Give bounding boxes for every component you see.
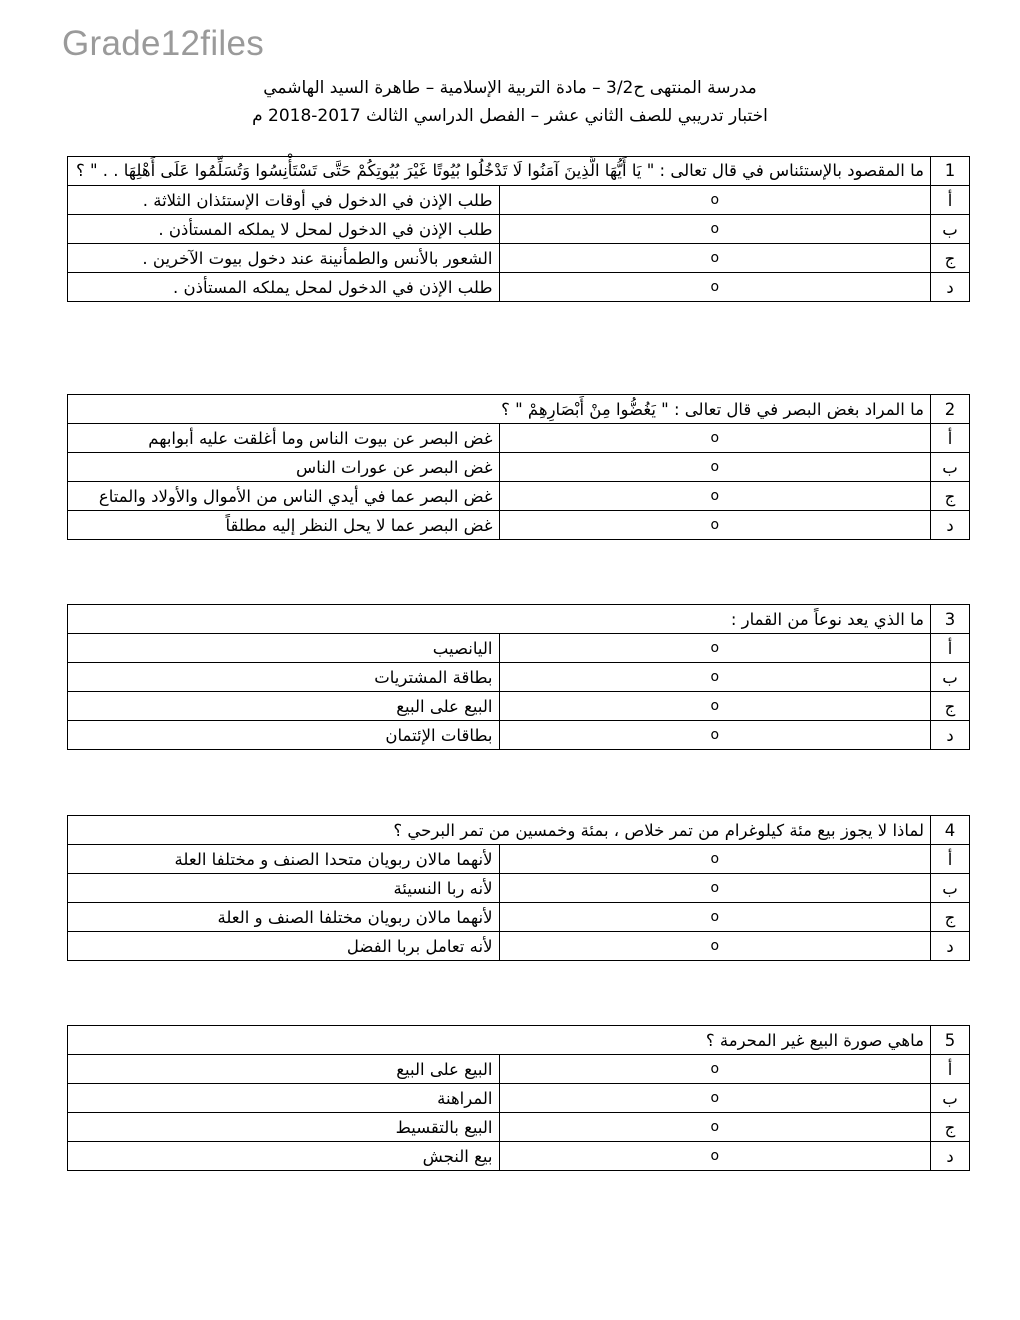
radio-bullet[interactable]: o — [499, 424, 931, 453]
option-row[interactable] — [68, 453, 970, 482]
option-row[interactable] — [68, 215, 970, 244]
option-row[interactable] — [68, 186, 970, 215]
option-row[interactable] — [68, 874, 970, 903]
option-text: البيع على البيع — [68, 692, 500, 721]
question-table — [67, 815, 970, 961]
option-text: بطاقات الإئتمان — [68, 721, 500, 750]
question-table — [67, 1025, 970, 1171]
radio-bullet[interactable]: o — [499, 634, 931, 663]
option-letter: أ — [931, 845, 970, 874]
question-text: ما المراد بغض البصر في قال تعالى : " يَغُضُّوا مِنْ أَبْصَارِهِمْ " ؟ — [68, 395, 931, 424]
option-text: لأنهما مالان ربويان متحدا الصنف و مختلفا العلة — [68, 845, 500, 874]
option-row[interactable] — [68, 244, 970, 273]
option-letter: د — [931, 1142, 970, 1171]
option-text: لأنه ربا النسيئة — [68, 874, 500, 903]
radio-bullet[interactable]: o — [499, 692, 931, 721]
option-row[interactable] — [68, 273, 970, 302]
question-row — [68, 395, 970, 424]
option-text: البيع على البيع — [68, 1055, 500, 1084]
option-text: اليانصيب — [68, 634, 500, 663]
option-letter: أ — [931, 186, 970, 215]
option-row[interactable] — [68, 932, 970, 961]
radio-bullet[interactable]: o — [499, 932, 931, 961]
option-letter: ج — [931, 903, 970, 932]
question-number: 4 — [931, 816, 970, 845]
radio-bullet[interactable]: o — [499, 244, 931, 273]
option-letter: ج — [931, 482, 970, 511]
option-text: لأنه تعامل بربا الفضل — [68, 932, 500, 961]
question-number: 5 — [931, 1026, 970, 1055]
option-letter: أ — [931, 634, 970, 663]
question-row — [68, 816, 970, 845]
option-text: غض البصر عما لا يحل النظر إليه مطلقاً — [68, 511, 500, 540]
radio-bullet[interactable]: o — [499, 721, 931, 750]
question-row — [68, 1026, 970, 1055]
option-letter: ج — [931, 1113, 970, 1142]
option-row[interactable] — [68, 1055, 970, 1084]
question-row — [68, 157, 970, 186]
option-row[interactable] — [68, 692, 970, 721]
option-letter: ب — [931, 874, 970, 903]
option-text: غض البصر عما في أيدي الناس من الأموال والأولاد والمتاع — [68, 482, 500, 511]
option-row[interactable] — [68, 845, 970, 874]
question-text: ماهي صورة البيع غير المحرمة ؟ — [68, 1026, 931, 1055]
option-text: لأنهما مالان ربويان مختلفا الصنف و العلة — [68, 903, 500, 932]
option-row[interactable] — [68, 634, 970, 663]
question-table — [67, 156, 970, 302]
radio-bullet[interactable]: o — [499, 903, 931, 932]
radio-bullet[interactable]: o — [499, 845, 931, 874]
radio-bullet[interactable]: o — [499, 273, 931, 302]
radio-bullet[interactable]: o — [499, 1055, 931, 1084]
option-row[interactable] — [68, 1084, 970, 1113]
option-text: طلب الإذن في الدخول في أوقات الإستئذان الثلاثة . — [68, 186, 500, 215]
option-row[interactable] — [68, 663, 970, 692]
option-row[interactable] — [68, 903, 970, 932]
option-row[interactable] — [68, 1113, 970, 1142]
option-letter: أ — [931, 424, 970, 453]
option-text: طلب الإذن في الدخول لمحل يملكه المستأذن . — [68, 273, 500, 302]
option-text: بيع النجش — [68, 1142, 500, 1171]
option-row[interactable] — [68, 511, 970, 540]
option-text: الشعور بالأنس والطمأنينة عند دخول بيوت الآخرين . — [68, 244, 500, 273]
option-text: بطاقة المشتريات — [68, 663, 500, 692]
question-text: لماذا لا يجوز بيع مئة كيلوغرام من تمر خلاص ، بمئة وخمسين من تمر البرحي ؟ — [68, 816, 931, 845]
question-number: 2 — [931, 395, 970, 424]
radio-bullet[interactable]: o — [499, 453, 931, 482]
option-text: البيع بالتقسيط — [68, 1113, 500, 1142]
option-letter: ب — [931, 1084, 970, 1113]
radio-bullet[interactable]: o — [499, 1113, 931, 1142]
option-letter: د — [931, 721, 970, 750]
option-letter: ب — [931, 663, 970, 692]
option-letter: أ — [931, 1055, 970, 1084]
option-letter: ج — [931, 244, 970, 273]
radio-bullet[interactable]: o — [499, 511, 931, 540]
header-school-line: مدرسة المنتهى ح3/2 – مادة التربية الإسلامية – طاهرة السيد الهاشمي — [263, 78, 757, 98]
question-text: ما الذي يعد نوعاً من القمار : — [68, 605, 931, 634]
option-letter: ب — [931, 453, 970, 482]
radio-bullet[interactable]: o — [499, 1142, 931, 1171]
option-row[interactable] — [68, 482, 970, 511]
option-row[interactable] — [68, 424, 970, 453]
option-text: المراهنة — [68, 1084, 500, 1113]
radio-bullet[interactable]: o — [499, 186, 931, 215]
option-letter: د — [931, 273, 970, 302]
option-letter: د — [931, 932, 970, 961]
option-row[interactable] — [68, 721, 970, 750]
radio-bullet[interactable]: o — [499, 874, 931, 903]
question-number: 1 — [931, 157, 970, 186]
option-letter: ب — [931, 215, 970, 244]
option-text: غض البصر عن عورات الناس — [68, 453, 500, 482]
header-exam-line: اختبار تدريبي للصف الثاني عشر – الفصل الدراسي الثالث 2017-2018 م — [252, 106, 768, 126]
option-text: طلب الإذن في الدخول لمحل لا يملكه المستأذن . — [68, 215, 500, 244]
question-table — [67, 604, 970, 750]
radio-bullet[interactable]: o — [499, 663, 931, 692]
option-letter: د — [931, 511, 970, 540]
radio-bullet[interactable]: o — [499, 215, 931, 244]
option-letter: ج — [931, 692, 970, 721]
question-text: ما المقصود بالإستئناس في قال تعالى : " يَا أَيُّهَا الَّذِينَ آمَنُوا لَا تَدْخُلُوا بُيُوتًا غَيْرَ بُيُوتِكُمْ حَتَّى تَسْتَأْنِسُوا وَتُسَلِّمُوا عَلَى أَهْلِهَا . . " ؟ — [68, 157, 931, 186]
question-row — [68, 605, 970, 634]
radio-bullet[interactable]: o — [499, 482, 931, 511]
radio-bullet[interactable]: o — [499, 1084, 931, 1113]
watermark: Grade12files — [62, 24, 265, 63]
question-table — [67, 394, 970, 540]
option-row[interactable] — [68, 1142, 970, 1171]
question-number: 3 — [931, 605, 970, 634]
option-text: غض البصر عن بيوت الناس وما أغلقت عليه أبوابهم — [68, 424, 500, 453]
